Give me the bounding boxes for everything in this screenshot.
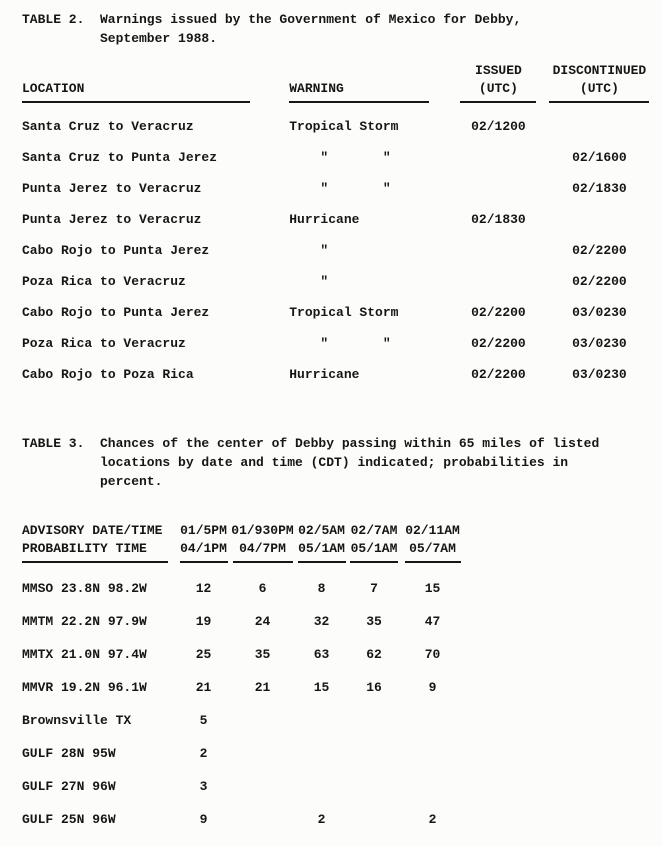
cell-probability: 35 bbox=[366, 614, 382, 629]
cell-location: Punta Jerez to Veracruz bbox=[22, 212, 202, 227]
cell-warning: " bbox=[289, 243, 329, 258]
column-header-advisory-probability bbox=[22, 521, 177, 563]
cell-discontinued: 02/2200 bbox=[572, 274, 627, 289]
column-header-time-2 bbox=[230, 521, 295, 563]
column-header-issued-utc: (UTC) bbox=[460, 81, 536, 103]
table3-caption-line2: locations by date and time (CDT) indicated; probabilities in bbox=[100, 455, 569, 470]
warnings-table-header-row bbox=[22, 60, 659, 103]
cell-probability: 15 bbox=[313, 680, 330, 695]
cell-location: GULF 25N 96W bbox=[22, 812, 116, 827]
cell-probability: 70 bbox=[424, 647, 441, 662]
cell-warning: Hurricane bbox=[289, 212, 360, 227]
column-header-warning bbox=[289, 60, 457, 103]
cell-probability bbox=[230, 794, 295, 827]
cell-probability: 2 bbox=[317, 812, 326, 827]
table-row bbox=[22, 794, 465, 827]
cell-location: MMSO 23.8N 98.2W bbox=[22, 581, 147, 596]
column-header-discontinued-label: DISCONTINUED bbox=[552, 63, 647, 78]
column-header-location-label: LOCATION bbox=[22, 81, 250, 103]
cell-location: Santa Cruz to Veracruz bbox=[22, 119, 194, 134]
table3-caption-line3: percent. bbox=[100, 474, 163, 489]
advisory-time-4: 02/7AM bbox=[350, 523, 398, 538]
cell-location: MMVR 19.2N 96.1W bbox=[22, 680, 147, 695]
cell-location: Santa Cruz to Punta Jerez bbox=[22, 150, 218, 165]
cell-probability: 21 bbox=[195, 680, 212, 695]
probability-time-5: 05/7AM bbox=[405, 541, 461, 563]
table3-caption bbox=[22, 434, 662, 491]
probability-table bbox=[22, 521, 465, 827]
cell-probability: 8 bbox=[317, 581, 326, 596]
cell-warning: Tropical Storm bbox=[289, 119, 399, 134]
table2-label: TABLE 2. bbox=[22, 12, 85, 27]
cell-probability: 7 bbox=[370, 581, 378, 596]
cell-probability: 16 bbox=[366, 680, 382, 695]
warnings-table bbox=[22, 60, 659, 382]
cell-probability: 2 bbox=[199, 746, 208, 761]
probability-time-label: PROBABILITY TIME bbox=[22, 541, 168, 563]
table-row bbox=[22, 728, 465, 761]
column-header-warning-label: WARNING bbox=[289, 81, 429, 103]
cell-location: Poza Rica to Veracruz bbox=[22, 274, 186, 289]
cell-probability bbox=[348, 728, 400, 761]
probability-time-2: 04/7PM bbox=[233, 541, 293, 563]
cell-location: Cabo Rojo to Punta Jerez bbox=[22, 305, 210, 320]
cell-probability: 32 bbox=[313, 614, 330, 629]
table-row bbox=[22, 165, 659, 196]
table3-caption-text bbox=[100, 434, 662, 491]
probability-time-3: 05/1AM bbox=[298, 541, 346, 563]
column-header-time-3 bbox=[295, 521, 348, 563]
cell-probability: 3 bbox=[199, 779, 208, 794]
table2-caption-text bbox=[100, 10, 662, 48]
advisory-time-1: 01/5PM bbox=[180, 523, 227, 538]
cell-warning: " bbox=[289, 274, 329, 289]
advisory-time-3: 02/5AM bbox=[298, 523, 345, 538]
cell-discontinued: 02/1830 bbox=[572, 181, 627, 196]
cell-discontinued bbox=[540, 196, 659, 227]
table2-caption-line2: September 1988. bbox=[100, 31, 218, 46]
cell-issued: 02/1830 bbox=[471, 212, 526, 227]
cell-probability bbox=[348, 761, 400, 794]
cell-location: GULF 27N 96W bbox=[22, 779, 116, 794]
table-row bbox=[22, 629, 465, 662]
cell-probability: 2 bbox=[428, 812, 437, 827]
cell-probability: 21 bbox=[254, 680, 271, 695]
cell-issued: 02/1200 bbox=[471, 119, 526, 134]
cell-probability bbox=[400, 761, 465, 794]
cell-probability: 9 bbox=[199, 812, 208, 827]
advisory-datetime-label: ADVISORY DATE/TIME bbox=[22, 523, 163, 538]
cell-location: Brownsville TX bbox=[22, 713, 132, 728]
cell-location: Cabo Rojo to Poza Rica bbox=[22, 367, 194, 382]
column-header-time-1 bbox=[177, 521, 230, 563]
cell-discontinued: 03/0230 bbox=[572, 305, 627, 320]
cell-location: Punta Jerez to Veracruz bbox=[22, 181, 202, 196]
cell-discontinued: 03/0230 bbox=[572, 336, 627, 351]
table-row bbox=[22, 563, 465, 596]
cell-probability: 35 bbox=[254, 647, 271, 662]
cell-probability: 63 bbox=[313, 647, 330, 662]
cell-warning: " " bbox=[289, 150, 391, 165]
cell-probability bbox=[400, 728, 465, 761]
cell-location: MMTX 21.0N 97.4W bbox=[22, 647, 147, 662]
table-row bbox=[22, 695, 465, 728]
column-header-location bbox=[22, 60, 289, 103]
table-row bbox=[22, 761, 465, 794]
probability-time-1: 04/1PM bbox=[180, 541, 228, 563]
column-header-discontinued bbox=[540, 60, 659, 103]
table2-caption-line1: Warnings issued by the Government of Mexico for Debby, bbox=[100, 12, 522, 27]
cell-probability bbox=[348, 794, 400, 827]
cell-warning: " " bbox=[289, 336, 391, 351]
probability-time-4: 05/1AM bbox=[350, 541, 398, 563]
cell-issued bbox=[457, 227, 540, 258]
table-row bbox=[22, 320, 659, 351]
probability-table-header-row bbox=[22, 521, 465, 563]
table3-label: TABLE 3. bbox=[22, 436, 85, 451]
cell-probability: 6 bbox=[258, 581, 267, 596]
column-header-time-4 bbox=[348, 521, 400, 563]
column-header-discontinued-utc: (UTC) bbox=[549, 81, 649, 103]
cell-probability: 25 bbox=[195, 647, 212, 662]
table-row bbox=[22, 596, 465, 629]
table-row bbox=[22, 258, 659, 289]
cell-location: Cabo Rojo to Punta Jerez bbox=[22, 243, 210, 258]
table-row bbox=[22, 662, 465, 695]
cell-discontinued: 02/1600 bbox=[572, 150, 627, 165]
cell-location: MMTM 22.2N 97.9W bbox=[22, 614, 147, 629]
cell-discontinued: 03/0230 bbox=[572, 367, 627, 382]
cell-issued bbox=[457, 134, 540, 165]
cell-probability: 12 bbox=[195, 581, 212, 596]
cell-discontinued: 02/2200 bbox=[572, 243, 627, 258]
table-row bbox=[22, 196, 659, 227]
cell-probability bbox=[230, 728, 295, 761]
table-row bbox=[22, 351, 659, 382]
table-row bbox=[22, 134, 659, 165]
cell-issued: 02/2200 bbox=[471, 305, 526, 320]
cell-probability bbox=[295, 695, 348, 728]
cell-issued: 02/2200 bbox=[471, 367, 526, 382]
cell-probability: 15 bbox=[424, 581, 441, 596]
advisory-time-5: 02/11AM bbox=[405, 523, 460, 538]
cell-warning: " " bbox=[289, 181, 391, 196]
cell-probability: 47 bbox=[424, 614, 441, 629]
advisory-time-2: 01/930PM bbox=[231, 523, 294, 538]
cell-issued: 02/2200 bbox=[471, 336, 526, 351]
cell-discontinued bbox=[540, 103, 659, 134]
table2-caption bbox=[22, 10, 662, 48]
cell-probability bbox=[295, 728, 348, 761]
cell-warning: Hurricane bbox=[289, 367, 360, 382]
table-row bbox=[22, 227, 659, 258]
cell-warning: Tropical Storm bbox=[289, 305, 399, 320]
cell-probability bbox=[400, 695, 465, 728]
cell-location: Poza Rica to Veracruz bbox=[22, 336, 186, 351]
table-row bbox=[22, 289, 659, 320]
cell-probability: 9 bbox=[428, 680, 437, 695]
table-row bbox=[22, 103, 659, 134]
cell-probability bbox=[230, 695, 295, 728]
cell-probability: 5 bbox=[199, 713, 208, 728]
cell-probability: 19 bbox=[195, 614, 212, 629]
cell-probability bbox=[230, 761, 295, 794]
table3-caption-line1: Chances of the center of Debby passing within 65 miles of listed bbox=[100, 436, 600, 451]
cell-location: GULF 28N 95W bbox=[22, 746, 116, 761]
cell-probability: 62 bbox=[366, 647, 382, 662]
column-header-issued-label: ISSUED bbox=[475, 63, 522, 78]
cell-issued bbox=[457, 258, 540, 289]
column-header-issued bbox=[457, 60, 540, 103]
cell-probability bbox=[348, 695, 400, 728]
cell-probability: 24 bbox=[254, 614, 271, 629]
cell-issued bbox=[457, 165, 540, 196]
cell-probability bbox=[295, 761, 348, 794]
column-header-time-5 bbox=[400, 521, 465, 563]
